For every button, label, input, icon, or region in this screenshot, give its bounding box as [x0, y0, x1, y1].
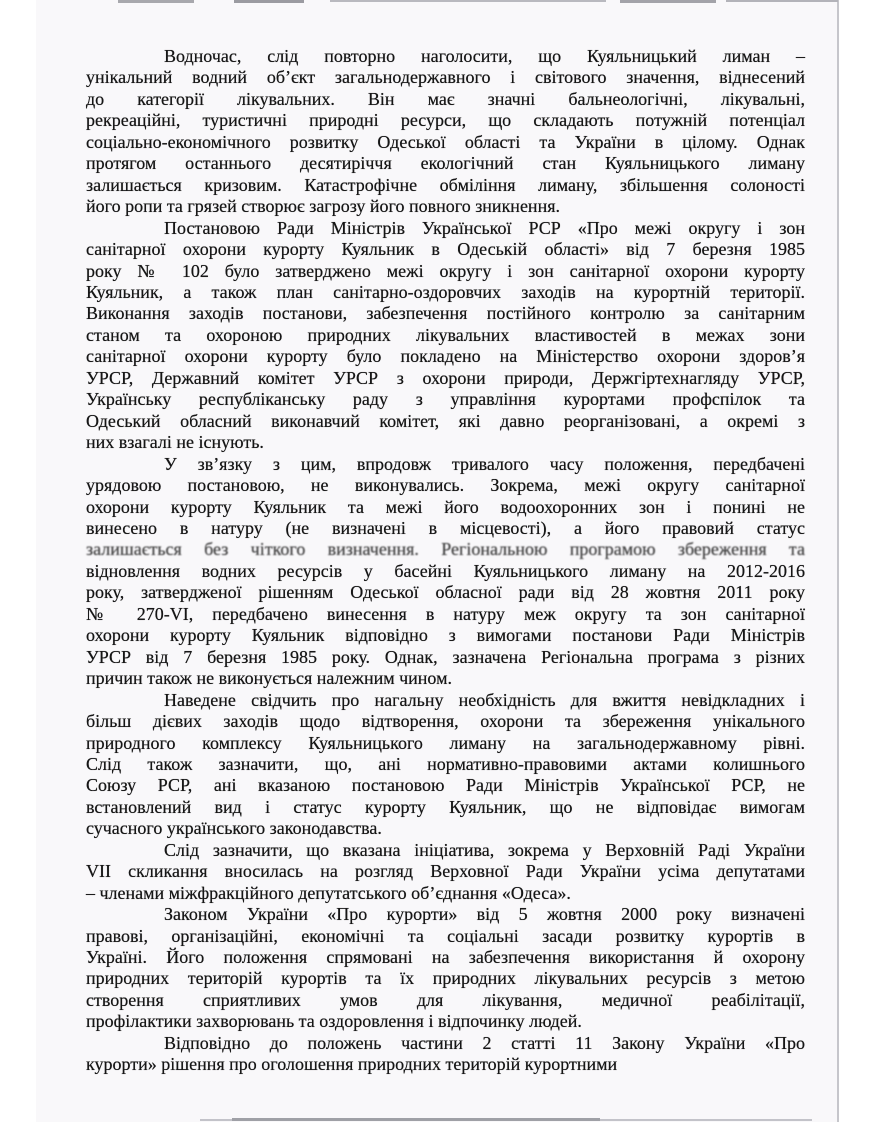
text-line: Слід також зазначити, що, ані нормативно-правовими актами колишнього	[86, 753, 805, 774]
text-line: рекреаційні, туристичні природні ресурси, що складають потужній потенціал	[86, 110, 805, 131]
text-line: протягом останнього десятиріччя екологічний стан Куяльницького лиману	[86, 153, 805, 174]
text-line: Законом України «Про курорти» від 5 жовтня 2000 року визначені	[164, 904, 805, 925]
text-line: Куяльник, а також план санітарно-оздоровчих заходів на курортній території.	[86, 281, 805, 302]
paragraph	[86, 840, 805, 904]
text-line: Слід зазначити, що вказана ініціатива, зокрема у Верховній Раді України	[164, 839, 805, 860]
text-line: Українську республіканську раду з управління курортами профспілок та	[86, 389, 805, 410]
text-line: санітарної охорони курорту Куяльник в Одеській області» від 7 березня 1985	[86, 239, 805, 260]
text-line: залишається без чіткого визначення. Регіональною програмою збереження та	[86, 539, 805, 560]
text-line: курорти» рішення про оголошення природних територій курортними	[86, 1054, 618, 1075]
text-line: Наведене свідчить про нагальну необхідність для вжиття невідкладних і	[164, 689, 805, 710]
text-line: більш дієвих заходів щодо відтворення, охорони та збереження унікального	[86, 711, 805, 732]
text-line: Водночас, слід повторно наголосити, що Куяльницький лиман –	[164, 46, 805, 66]
paragraph	[86, 690, 805, 840]
text-line: соціально-економічного розвитку Одеської області та України в цілому. Однак	[86, 131, 805, 152]
paragraph	[86, 218, 805, 454]
text-line: Україні. Його положення спрямовані на забезпечення використання й охорону	[86, 947, 805, 968]
text-line: УРСР від 7 березня 1985 року. Однак, зазначена Регіональна програма з різних	[86, 646, 805, 667]
text-line: профілактики захворювань та оздоровлення і відпочинку людей.	[86, 1011, 582, 1032]
text-line: урядовою постановою, не виконувались. Зокрема, межі округу санітарної	[86, 475, 805, 496]
text-line: природного комплексу Куяльницького лиману на загальнодержавному рівні.	[86, 732, 805, 753]
text-line: Союзу РСР, ані вказаною постановою Ради Міністрів Української РСР, не	[86, 775, 805, 796]
paragraph	[86, 904, 805, 1076]
document-page	[36, 0, 839, 1122]
text-line: охорони курорту Куяльник та межі його водоохоронних зон і понині не	[86, 496, 805, 517]
text-line: причин також не виконується належним чином.	[86, 668, 452, 689]
text-line: його ропи та грязей створює загрозу його повного зникнення.	[86, 196, 560, 217]
text-line: Постановою Ради Міністрів Української РСР «Про межі округу і зон	[164, 217, 805, 238]
text-line: відновлення водних ресурсів у басейні Куяльницького лиману на 2012-2016	[86, 560, 805, 581]
text-line: станом та охороною природних лікувальних властивостей в межах зони	[86, 324, 805, 345]
text-line: VII скликання вносилась на розгляд Верховної Ради України усіма депутатами	[86, 861, 805, 882]
text-block	[86, 46, 805, 1076]
text-line: Відповідно до положень частини 2 статті 11 Закону України «Про	[164, 1032, 805, 1053]
text-line: Виконання заходів постанови, забезпечення постійного контролю за санітарним	[86, 303, 805, 324]
text-line: У зв’язку з цим, впродовж тривалого часу положення, передбачені	[164, 453, 805, 474]
text-line: унікальний водний об’єкт загальнодержавного і світового значення, віднесений	[86, 67, 805, 88]
text-line: року № 102 було затверджено межі округу і зон санітарної охорони курорту	[86, 260, 805, 281]
text-line: винесено в натуру (не визначені в місцевості), а його правовий статус	[86, 517, 805, 538]
text-line: встановлений вид і статус курорту Куяльник, що не відповідає вимогам	[86, 796, 805, 817]
text-line: залишається кризовим. Катастрофічне обміління лиману, збільшення солоності	[86, 174, 805, 195]
text-line: них взагалі не існують.	[86, 432, 264, 453]
text-line: до категорії лікувальних. Він має значні бальнеологічні, лікувальні,	[86, 88, 805, 109]
text-line: охорони курорту Куяльник відповідно з вимогами постанови Ради Міністрів	[86, 625, 805, 646]
text-line: – членами міжфракційного депутатського об’єднання «Одеса».	[86, 882, 571, 903]
text-line: природних територій курортів та їх природних лікувальних ресурсів з метою	[86, 968, 805, 989]
text-line: Одеський обласний виконавчий комітет, які давно реорганізовані, а окремі з	[86, 410, 805, 431]
text-line: створення сприятливих умов для лікування, медичної реабілітації,	[86, 989, 805, 1010]
text-line: санітарної охорони курорту було покладено на Міністерство охорони здоров’я	[86, 346, 805, 367]
paragraph	[86, 46, 805, 218]
text-line: сучасного українського законодавства.	[86, 818, 382, 839]
text-line: правові, організаційні, економічні та соціальні засади розвитку курортів в	[86, 925, 805, 946]
paragraph	[86, 454, 805, 690]
text-line: № 270-VI, передбачено винесення в натуру меж округу та зон санітарної	[86, 603, 805, 624]
text-line: року, затвердженої рішенням Одеської обласної ради від 28 жовтня 2011 року	[86, 582, 805, 603]
text-line: УРСР, Державний комітет УРСР з охорони природи, Держгіртехнагляду УРСР,	[86, 367, 805, 388]
